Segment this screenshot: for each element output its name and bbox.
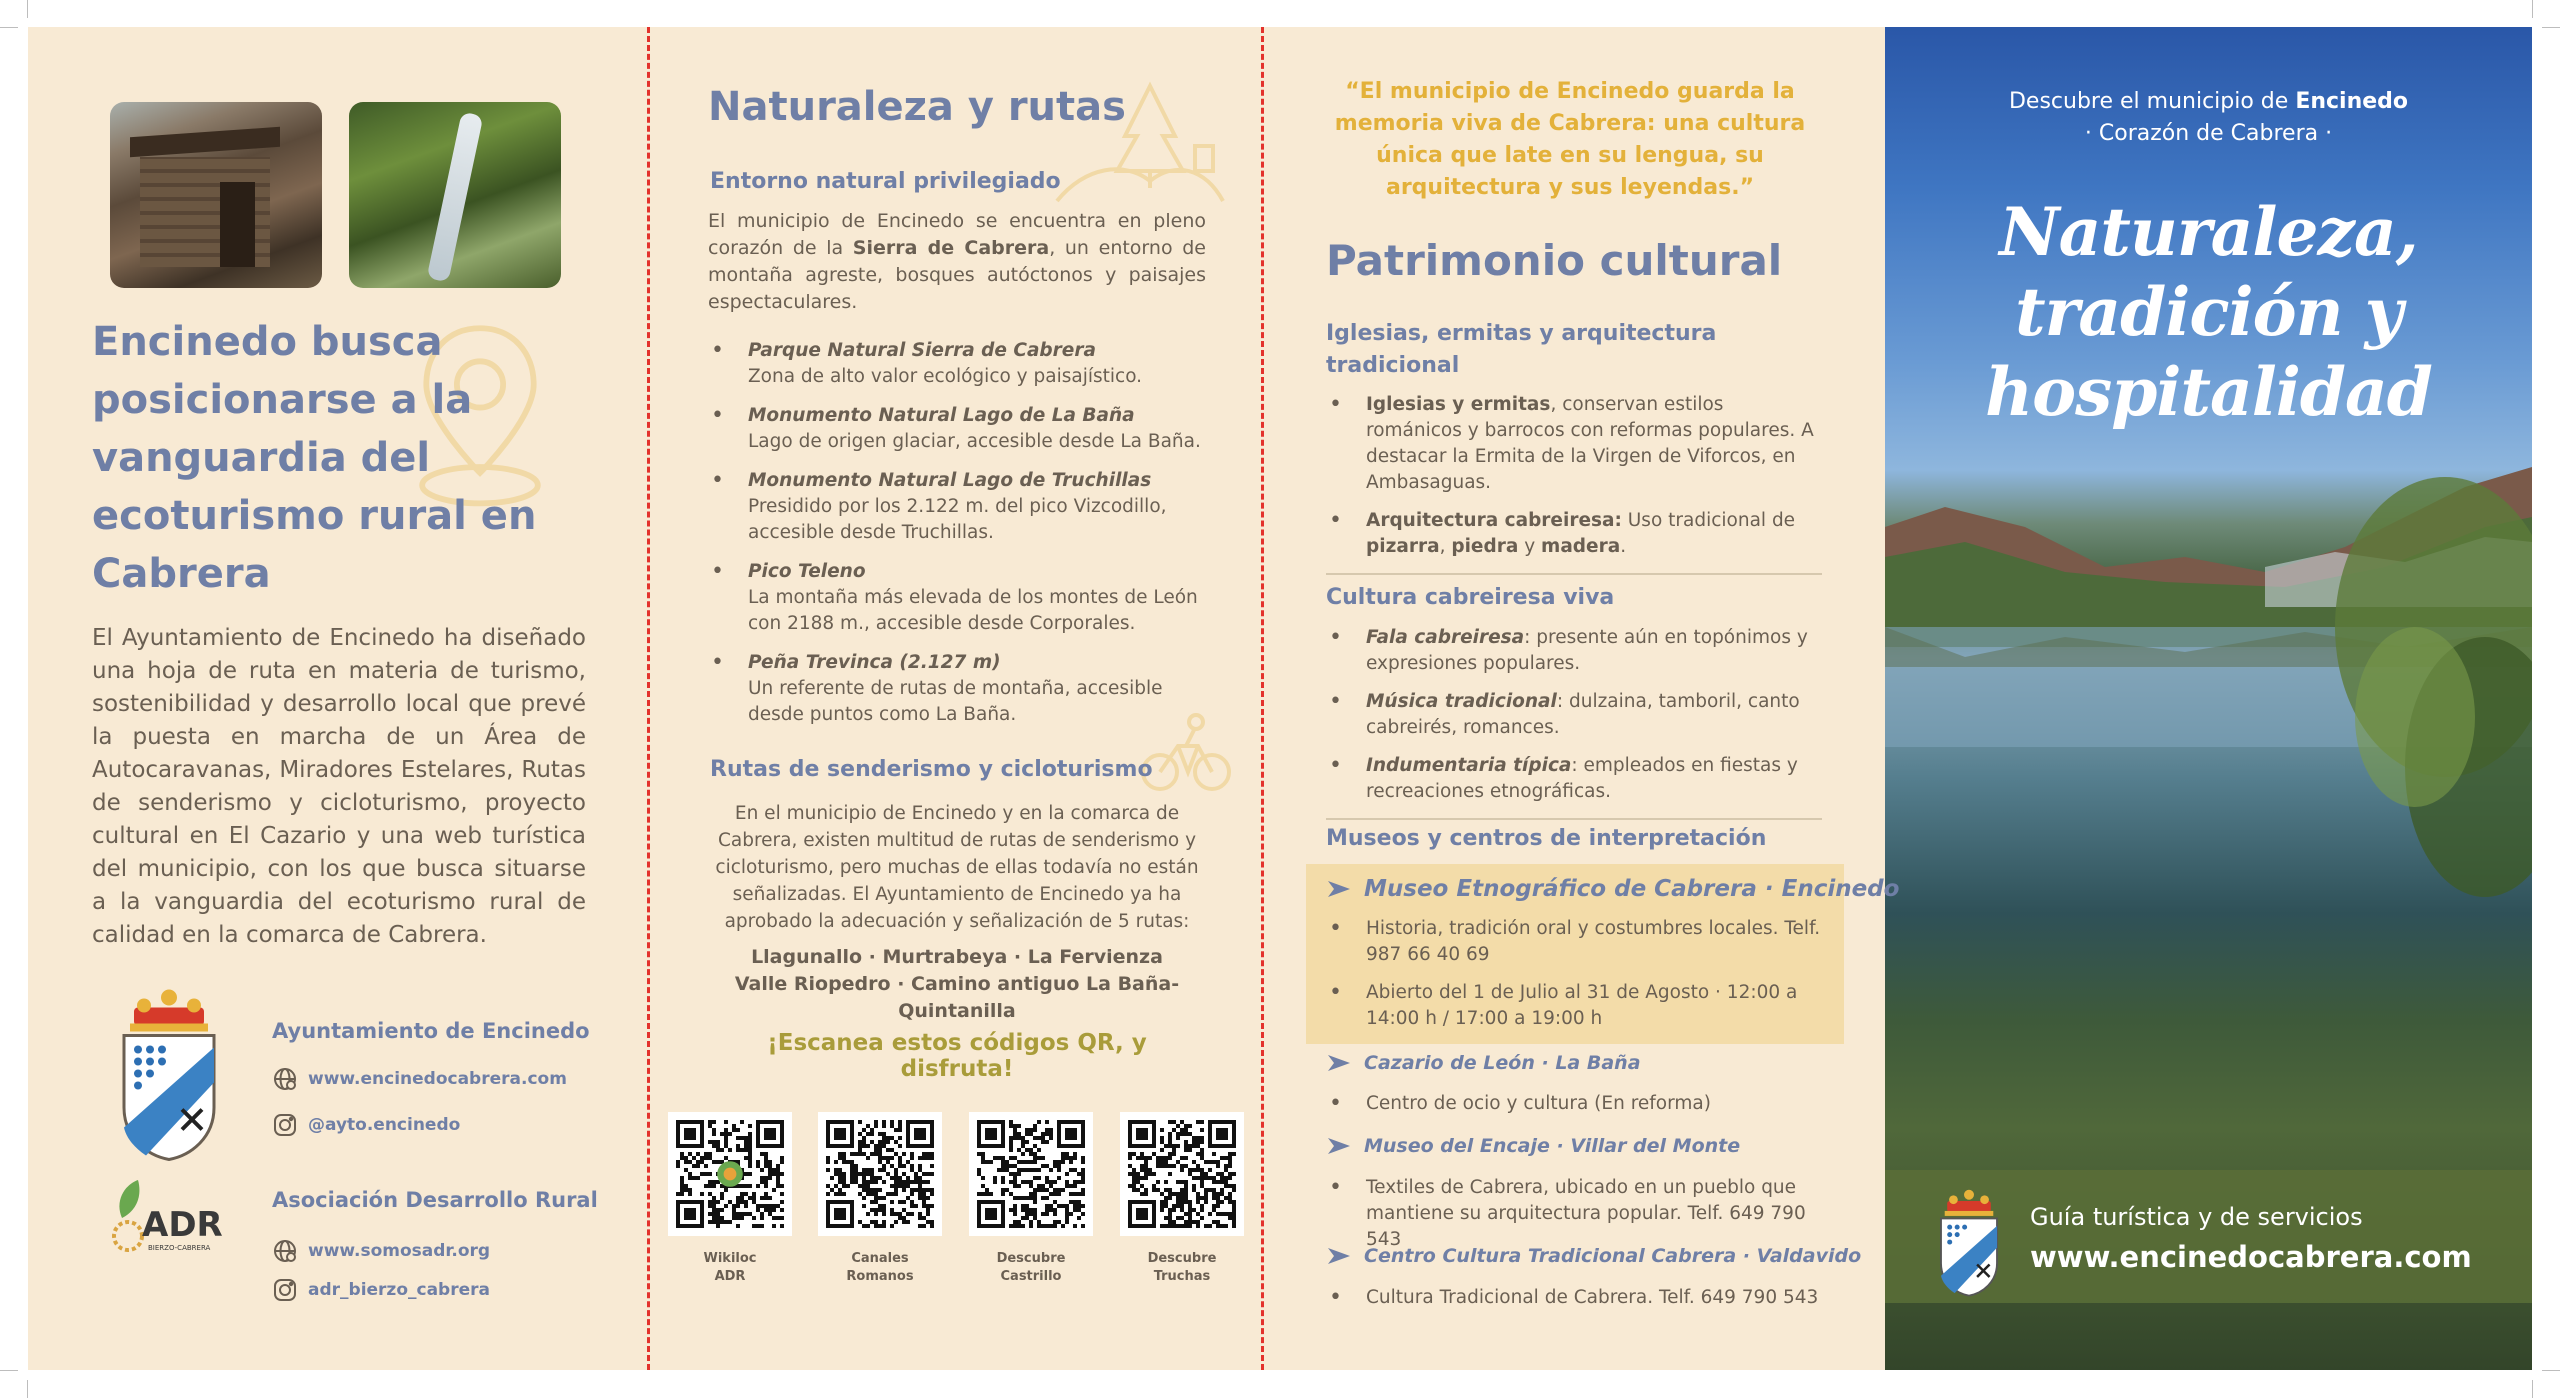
photo-stone-house — [110, 102, 322, 288]
web-globe-icon — [272, 1066, 298, 1092]
place-name: • Monumento Natural Lago de Truchillas — [748, 470, 1152, 491]
place-name: • Peña Trevinca (2.127 m) — [748, 652, 1001, 673]
list-item: • Abierto del 1 de Julio al 31 de Agosto · 12:00 a 14:00 h / 17:00 a 19:00 h — [1326, 980, 1822, 1032]
org1-social-link[interactable] — [272, 1112, 460, 1138]
org1-social-text: @ayto.encinedo — [308, 1115, 461, 1135]
org1-web-link[interactable] — [272, 1066, 567, 1092]
qr-label: Descubre Castrillo — [996, 1251, 1066, 1284]
qr-label: Descubre Truchas — [1147, 1251, 1217, 1284]
cover-guide-label: Guía turística y de servicios — [2030, 1203, 2363, 1231]
list-item: • Iglesias y ermitas, conservan estilos románicos y barrocos con reformas populares. A destacar la Ermita de la Virgen de Viforcos, en Ambasaguas. — [1326, 392, 1822, 496]
nature-title: Naturaleza y rutas — [708, 84, 1126, 130]
place-desc: La montaña más elevada de los montes de León con 2188 m., accesible desde Corporales. — [748, 587, 1198, 634]
intro-bold: Sierra de Cabrera — [852, 237, 1050, 259]
place-desc: Presidido por los 2.122 m. del pico Vizcodillo, accesible desde Truchillas. — [748, 496, 1167, 543]
crop-mark — [2542, 27, 2560, 28]
museum-details — [1326, 1285, 1822, 1323]
qr-pattern — [676, 1120, 784, 1228]
qr-code-truchas[interactable] — [1120, 1112, 1244, 1236]
adr-logo-sub: BIERZO-CABRERA — [148, 1244, 211, 1252]
adr-logo-text: ADR — [142, 1205, 223, 1245]
list-item: • Fala cabreiresa: presente aún en topónimos y expresiones populares. — [1326, 625, 1822, 677]
museum-title: Centro Cultura Tradicional Cabrera · Valdavido — [1326, 1245, 1861, 1267]
qr-code-castrillo[interactable] — [969, 1112, 1093, 1236]
coat-of-arms-icon — [116, 975, 222, 1175]
arrow-right-icon — [1326, 1053, 1352, 1073]
heritage-subtitle-1: Iglesias, ermitas y arquitectura tradicional — [1326, 321, 1717, 378]
place-name: • Pico Teleno — [748, 561, 866, 582]
museum-title: Museo Etnográfico de Cabrera · Encinedo — [1326, 876, 1899, 902]
museum-title: Museo del Encaje · Villar del Monte — [1326, 1135, 1740, 1157]
routes-line: Valle Riopedro · Camino antiguo La Baña-Quintanilla — [734, 973, 1180, 1022]
list-item: • Cultura Tradicional de Cabrera. Telf. 649 790 543 — [1326, 1285, 1822, 1311]
museum-details — [1326, 1091, 1822, 1129]
qr-pattern — [1128, 1120, 1236, 1228]
coat-of-arms-icon — [1936, 1188, 2002, 1298]
qr-label: Canales Romanos — [846, 1251, 914, 1284]
intro-part: El municipio de Encinedo se encuentra en pleno corazón de la — [708, 210, 1206, 259]
adr-logo — [104, 1178, 234, 1258]
arrow-right-icon — [1326, 1136, 1352, 1156]
cover-subtitle: Descubre el municipio de Encinedo · Corazón de Cabrera · — [2008, 89, 2409, 146]
crop-mark — [2542, 1370, 2560, 1371]
org-title-part: Ayuntamiento de — [272, 1019, 482, 1043]
qr-pattern — [826, 1120, 934, 1228]
list-item: • Historia, tradición oral y costumbres locales. Telf. 987 66 40 69 — [1326, 916, 1822, 968]
divider — [1326, 573, 1822, 575]
intro-paragraph: El Ayuntamiento de Encinedo ha diseñado una hoja de ruta en materia de turismo, sostenibilidad y desarrollo local que prevé la puesta en marcha de un Área de Autocaravanas, Miradores Estelares, Rutas de senderismo y cicloturismo, proyecto cultural en El Cazario y una web turística del municipio, con los que busca situarse a la vanguardia del ecoturismo rural de calidad en la comarca de Cabrera. — [92, 625, 586, 948]
qr-pattern — [977, 1120, 1085, 1228]
org2-web-text: www.somosadr.org — [308, 1241, 491, 1261]
list-item: • Música tradicional: dulzaina, tamboril, canto cabreirés, romances. — [1326, 689, 1822, 741]
heritage-list-2 — [1326, 625, 1822, 817]
org-adr-title: Asociación Desarrollo Rural — [272, 1188, 598, 1212]
org-ayuntamiento-title — [272, 1019, 590, 1043]
place-desc: Un referente de rutas de montaña, accesible desde puntos como La Baña. — [748, 678, 1163, 725]
place-desc: Zona de alto valor ecológico y paisajístico. — [748, 366, 1143, 387]
fold-line — [1261, 27, 1264, 1370]
heritage-quote: “El municipio de Encinedo guarda la memoria viva de Cabrera: una cultura única que late en su lengua, su arquitectura y sus leyendas.” — [1334, 79, 1806, 200]
bicycle-icon — [1140, 710, 1232, 795]
place-name: • Parque Natural Sierra de Cabrera — [748, 340, 1096, 361]
crop-mark — [0, 27, 18, 28]
org2-social-text: adr_bierzo_cabrera — [308, 1280, 490, 1300]
routes-names — [708, 944, 1206, 1025]
routes-paragraph: En el municipio de Encinedo y en la comarca de Cabrera, existen multitud de rutas de senderismo y cicloturismo, pero muchas de ellas todavía no están señalizadas. El Ayuntamiento de Encinedo ya ha aprobado la adecuación y señalización de 5 rutas: — [715, 803, 1199, 932]
fold-line — [647, 27, 650, 1370]
crop-mark — [27, 0, 28, 18]
museum-title: Cazario de León · La Baña — [1326, 1052, 1641, 1074]
museum-details — [1326, 916, 1822, 1044]
instagram-icon — [272, 1112, 298, 1138]
org2-web-link[interactable] — [272, 1238, 490, 1264]
list-item — [708, 338, 1208, 390]
arrow-right-icon — [1326, 1246, 1352, 1266]
cover-website-link[interactable]: www.encinedocabrera.com — [2030, 1240, 2472, 1274]
intro-part: , un entorno de montaña agreste, bosques autóctonos y paisajes espectaculares. — [708, 237, 1206, 313]
routes-line: Llagunallo · Murtrabeya · La Fervienza — [751, 946, 1163, 968]
routes-subtitle: Rutas de senderismo y cicloturismo — [710, 757, 1153, 782]
list-item — [708, 403, 1208, 455]
crop-mark — [0, 1370, 18, 1371]
nature-intro — [708, 208, 1206, 316]
cover-title: Naturaleza, tradición y hospitalidad — [1985, 193, 2432, 431]
list-item — [708, 468, 1208, 546]
places-list — [708, 338, 1208, 741]
org1-web-text: www.encinedocabrera.com — [308, 1069, 567, 1089]
instagram-icon — [272, 1277, 298, 1303]
heritage-subtitle-3: Museos y centros de interpretación — [1326, 826, 1767, 851]
crop-mark — [2532, 1380, 2533, 1398]
photo-waterfall — [349, 102, 561, 288]
list-item: • Indumentaria típica: empleados en fiestas y recreaciones etnográficas. — [1326, 753, 1822, 805]
web-globe-icon — [272, 1238, 298, 1264]
list-item: • Textiles de Cabrera, ubicado en un pueblo que mantiene su arquitectura popular. Telf. 649 790 543 — [1326, 1175, 1822, 1253]
list-item: • Arquitectura cabreiresa: Uso tradicional de pizarra, piedra y madera. — [1326, 508, 1822, 560]
list-item — [708, 559, 1208, 637]
scan-qr-cta: ¡Escanea estos códigos QR, y disfruta! — [767, 1030, 1147, 1082]
list-item — [708, 650, 1208, 728]
crop-mark — [2532, 0, 2533, 18]
place-name: • Monumento Natural Lago de La Baña — [748, 405, 1135, 426]
heritage-subtitle-2: Cultura cabreiresa viva — [1326, 585, 1615, 610]
intro-headline: Encinedo busca posicionarse a la vanguardia del ecoturismo rural en Cabrera — [92, 319, 537, 597]
arrow-right-icon — [1326, 879, 1352, 899]
heritage-list-1 — [1326, 392, 1822, 572]
qr-code-wikiloc[interactable] — [668, 1112, 792, 1236]
divider — [1326, 818, 1822, 820]
org2-social-link[interactable] — [272, 1277, 490, 1303]
crop-mark — [27, 1380, 28, 1398]
tree-foliage — [2305, 467, 2532, 897]
qr-label: Wikiloc ADR — [703, 1251, 757, 1284]
nature-subtitle: Entorno natural privilegiado — [710, 169, 1061, 194]
list-item: • Centro de ocio y cultura (En reforma) — [1326, 1091, 1822, 1117]
heritage-title: Patrimonio cultural — [1326, 236, 1783, 285]
place-desc: Lago de origen glaciar, accesible desde La Baña. — [748, 431, 1201, 452]
qr-code-canales[interactable] — [818, 1112, 942, 1236]
org-title-bold: Encinedo — [481, 1019, 590, 1043]
